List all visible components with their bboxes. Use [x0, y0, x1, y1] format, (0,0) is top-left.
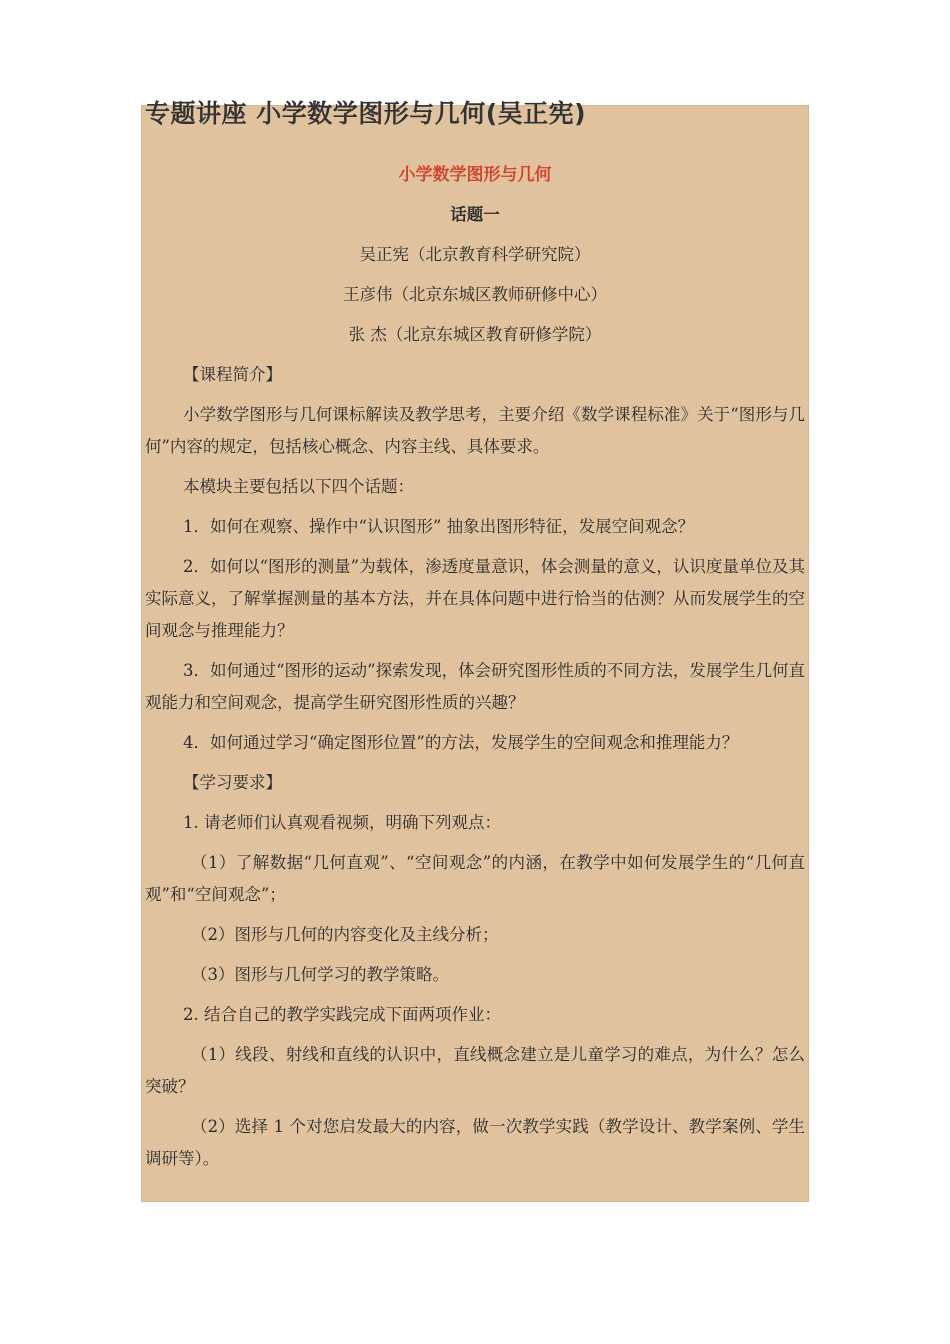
topic-item: 4．如何通过学习“确定图形位置”的方法，发展学生的空间观念和推理能力？	[183, 733, 739, 752]
author-line: 张 杰（北京东城区教育研修学院）	[348, 325, 602, 344]
page-title: 专题讲座 小学数学图形与几何(吴正宪)	[145, 99, 587, 128]
intro-paragraph: 小学数学图形与几何课标解读及教学思考，主要介绍《数学课程标准》关于“图形与几何”内容的规定，包括核心概念、内容主线、具体要求。	[145, 405, 805, 456]
requirement-subitem: （2）选择 1 个对您启发最大的内容，做一次教学实践（教学设计、教学案例、学生调研等）。	[145, 1117, 805, 1168]
topic-item: 1．如何在观察、操作中“认识图形” 抽象出图形特征，发展空间观念？	[183, 517, 695, 536]
requirement-item: 2. 结合自己的教学实践完成下面两项作业：	[183, 1005, 501, 1024]
section-heading-requirements: 【学习要求】	[183, 773, 282, 792]
topic-label: 话题一	[450, 205, 500, 224]
author-line: 吴正宪（北京教育科学研究院）	[359, 245, 591, 264]
topic-item: 3．如何通过“图形的运动”探索发现，体会研究图形性质的不同方法，发展学生几何直观能力和空间观念，提高学生研究图形性质的兴趣？	[145, 661, 805, 712]
requirement-subitem: （1）了解数据“几何直观”、“空间观念”的内涵，在教学中如何发展学生的“几何直观”和“空间观念”；	[145, 853, 805, 904]
requirement-subitem: （3）图形与几何学习的教学策略。	[191, 965, 449, 984]
topic-item: 2．如何以“图形的测量”为载体，渗透度量意识，体会测量的意义，认识度量单位及其实际意义，了解掌握测量的基本方法，并在具体问题中进行恰当的估测？从而发展学生的空间观念与推理能力？	[145, 557, 805, 640]
doc-title: 小学数学图形与几何	[398, 165, 552, 185]
requirement-subitem: （1）线段、射线和直线的认识中，直线概念建立是儿童学习的难点，为什么？怎么突破？	[145, 1045, 805, 1096]
module-intro: 本模块主要包括以下四个话题：	[183, 477, 414, 496]
author-line: 王彦伟（北京东城区教师研修中心）	[343, 285, 607, 304]
document-content	[145, 159, 805, 1183]
requirement-item: 1. 请老师们认真观看视频，明确下列观点：	[183, 813, 501, 832]
requirement-subitem: （2）图形与几何的内容变化及主线分析；	[191, 925, 499, 944]
section-heading-intro: 【课程简介】	[183, 365, 282, 384]
